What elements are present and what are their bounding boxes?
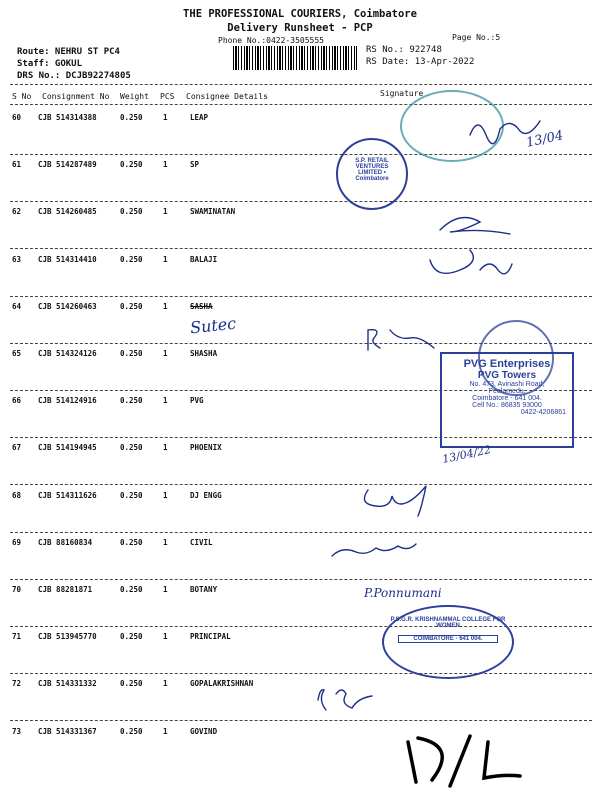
col-consignment: Consignment No [42,92,110,101]
rs-number: RS No.: 922748 [366,45,442,55]
cell-consignment: CJB 514260463 [38,302,97,311]
cell-consignment: CJB 514194945 [38,443,97,452]
cell-pcs: 1 [163,207,168,216]
cell-sno: 67 [12,443,22,452]
college-stamp-city: COIMBATORE - 641 004. [398,635,498,643]
cell-sno: 66 [12,396,22,405]
cell-pcs: 1 [163,727,168,736]
handwritten-ponnumani: P.Ponnumani [364,586,442,600]
pvg-stamp-phone: 0422-4206861 [520,409,566,416]
dl-mark-text [0,0,1,1]
cell-sno: 61 [12,160,22,169]
cell-weight: 0.250 [120,207,143,216]
col-weight: Weight [120,92,149,101]
cell-weight: 0.250 [120,727,143,736]
cell-consignee: SHASHA [190,349,218,358]
route-label: Route: NEHRU ST PC4 [17,47,120,57]
cell-consignee: PHOENIX [190,443,222,452]
pvg-stamp-towers: PVG Towers [477,370,537,381]
cell-weight: 0.250 [120,349,143,358]
phone-number: Phone No.:0422-3505555 [218,36,324,45]
page-number: Page No.:5 [452,33,501,42]
cell-sno: 64 [12,302,22,311]
cell-consignee: SASHA [190,302,213,311]
cell-consignment: CJB 514287489 [38,160,97,169]
staff-label: Staff: GOKUL [17,59,83,69]
cell-sno: 60 [12,113,22,122]
handwritten-date-2: 13/04/22 [441,443,493,466]
cell-weight: 0.250 [120,302,143,311]
cell-consignee: BOTANY [190,585,218,594]
cell-sno: 73 [12,727,22,736]
pvg-stamp-address-1: No. 473, Avinashi Road, [469,381,545,388]
cell-consignment: CJB 514331367 [38,727,97,736]
col-sno: S No [12,92,32,101]
cell-weight: 0.250 [120,443,143,452]
cell-sno: 72 [12,679,22,688]
pvg-stamp-address-3: Coimbatore - 641 004. [472,395,542,402]
col-pcs: PCS [160,92,175,101]
cell-consignment: CJB 514314410 [38,255,97,264]
sp-retail-stamp-text: S.P. RETAIL VENTURES LIMITED • Coimbatore [355,158,389,182]
cell-consignee: PVG [190,396,204,405]
rs-date: RS Date: 13-Apr-2022 [366,57,475,67]
signature-row-65 [368,330,434,350]
cell-consignment: CJB 514331332 [38,679,97,688]
signature-row-72 [318,690,372,710]
signature-row-68 [364,486,426,516]
document-subtitle: Delivery Runsheet - PCP [227,22,373,34]
cell-consignment: CJB 514311626 [38,491,97,500]
signature-row-62 [440,218,510,235]
cell-sno: 69 [12,538,22,547]
cell-consignment: CJB 514124916 [38,396,97,405]
handwritten-date-1: 13/04 [524,128,565,151]
cell-pcs: 1 [163,538,168,547]
cell-sno: 62 [12,207,22,216]
cell-consignee: LEAP [190,113,209,122]
cell-weight: 0.250 [120,538,143,547]
signature-row-63 [430,250,512,274]
pvg-stamp-address-2: Peelamedu, [488,388,526,395]
cell-consignment: CJB 514324126 [38,349,97,358]
handwritten-sutec: Sutec [189,313,237,338]
cell-sno: 71 [12,632,22,641]
college-stamp-text: P.S.G.R. KRISHNAMMAL COLLEGE FOR WOMEN [390,617,506,629]
dl-mark-strokes [408,736,520,786]
cell-weight: 0.250 [120,255,143,264]
cell-pcs: 1 [163,302,168,311]
cell-weight: 0.250 [120,632,143,641]
cell-weight: 0.250 [120,585,143,594]
cell-pcs: 1 [163,491,168,500]
col-consignee: Consignee Details [186,92,268,101]
cell-weight: 0.250 [120,160,143,169]
pvg-stamp-cell: Cell No.: 86835 93000 [472,402,542,409]
cell-consignment: CJB 514314388 [38,113,97,122]
cell-consignee: PRINCIPAL [190,632,231,641]
cell-consignee: GOPALAKRISHNAN [190,679,254,688]
cell-pcs: 1 [163,632,168,641]
cell-sno: 68 [12,491,22,500]
cell-weight: 0.250 [120,491,143,500]
pvg-stamp-name: PVG Enterprises [463,358,551,370]
cell-pcs: 1 [163,679,168,688]
cell-weight: 0.250 [120,113,143,122]
cell-weight: 0.250 [120,396,143,405]
cell-pcs: 1 [163,113,168,122]
cell-consignee: CIVIL [190,538,213,547]
cell-consignment: CJB 88281871 [38,585,93,594]
cell-consignee: GOVIND [190,727,218,736]
cell-pcs: 1 [163,349,168,358]
cell-consignment: CJB 513945770 [38,632,97,641]
cell-consignee: DJ ENGG [190,491,222,500]
cell-sno: 70 [12,585,22,594]
cell-pcs: 1 [163,160,168,169]
cell-consignee: SWAMINATAN [190,207,236,216]
cell-sno: 63 [12,255,22,264]
cell-consignment: CJB 514260485 [38,207,97,216]
cell-pcs: 1 [163,585,168,594]
company-title: THE PROFESSIONAL COURIERS, Coimbatore [183,8,417,20]
cell-consignment: CJB 88160834 [38,538,93,547]
cell-pcs: 1 [163,255,168,264]
cell-pcs: 1 [163,443,168,452]
cell-weight: 0.250 [120,679,143,688]
drs-number: DRS No.: DCJB92274805 [17,71,131,81]
cell-sno: 65 [12,349,22,358]
col-signature: Signature [380,89,424,98]
cell-consignee: BALAJI [190,255,218,264]
cell-consignee: SP [190,160,200,169]
cell-pcs: 1 [163,396,168,405]
signature-row-69 [332,544,416,556]
